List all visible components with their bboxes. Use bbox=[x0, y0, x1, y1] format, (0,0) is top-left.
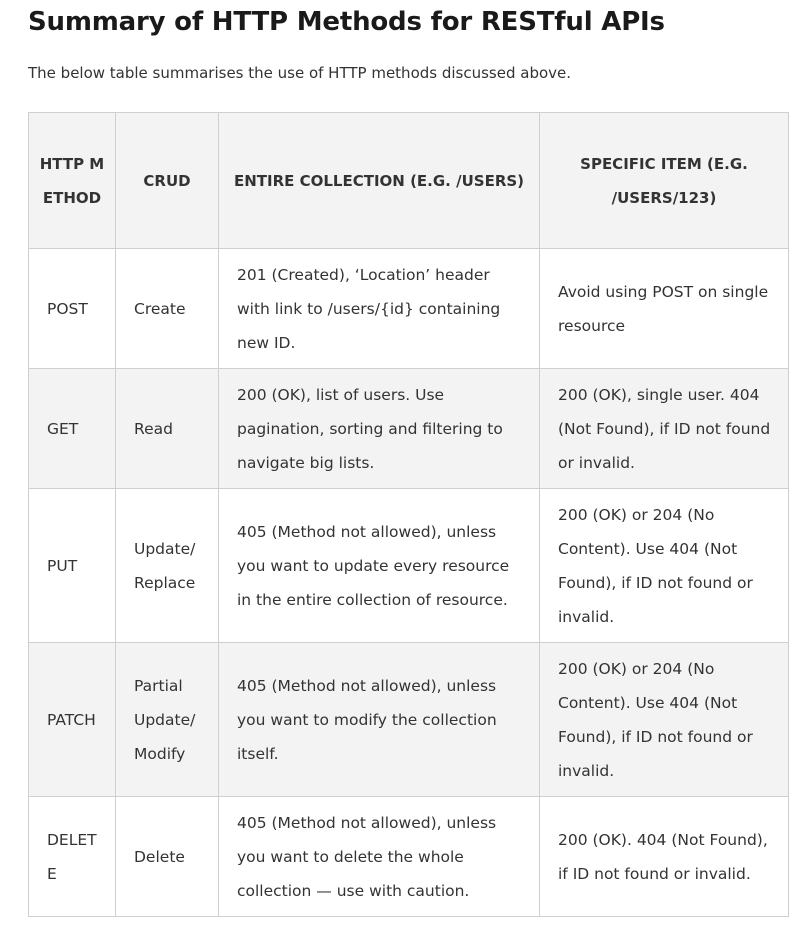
cell-method: GET bbox=[29, 369, 116, 489]
intro-text: The below table summarises the use of HTTP methods discussed above. bbox=[28, 64, 572, 82]
cell-item: 200 (OK), single user. 404 (Not Found), if ID not found or invalid. bbox=[540, 369, 789, 489]
cell-method: DELETE bbox=[29, 797, 116, 917]
header-entire-collection: ENTIRE COLLECTION (E.G. /USERS) bbox=[219, 113, 540, 249]
table-row-delete bbox=[29, 797, 789, 917]
table-row-patch bbox=[29, 643, 789, 797]
header-crud: CRUD bbox=[116, 113, 219, 249]
header-specific-item: SPECIFIC ITEM (E.G. /USERS/123) bbox=[540, 113, 789, 249]
table-row-post bbox=[29, 249, 789, 369]
cell-collection: 201 (Created), ‘Location’ header with link to /users/{id} containing new ID. bbox=[219, 249, 540, 369]
cell-collection: 405 (Method not allowed), unless you want to delete the whole collection — use with caution. bbox=[219, 797, 540, 917]
header-http-method: HTTP METHOD bbox=[29, 113, 116, 249]
table-header-row bbox=[29, 113, 789, 249]
http-methods-table bbox=[28, 112, 789, 917]
cell-item: 200 (OK) or 204 (No Content). Use 404 (Not Found), if ID not found or invalid. bbox=[540, 643, 789, 797]
cell-crud: Partial Update/ Modify bbox=[116, 643, 219, 797]
cell-crud: Read bbox=[116, 369, 219, 489]
cell-crud: Update/ Replace bbox=[116, 489, 219, 643]
cell-collection: 405 (Method not allowed), unless you want to update every resource in the entire collection of resource. bbox=[219, 489, 540, 643]
cell-method: POST bbox=[29, 249, 116, 369]
cell-collection: 405 (Method not allowed), unless you want to modify the collection itself. bbox=[219, 643, 540, 797]
cell-method: PATCH bbox=[29, 643, 116, 797]
cell-method: PUT bbox=[29, 489, 116, 643]
table-row-put bbox=[29, 489, 789, 643]
cell-collection: 200 (OK), list of users. Use pagination, sorting and filtering to navigate big lists. bbox=[219, 369, 540, 489]
cell-item: 200 (OK) or 204 (No Content). Use 404 (Not Found), if ID not found or invalid. bbox=[540, 489, 789, 643]
page-title: Summary of HTTP Methods for RESTful APIs bbox=[28, 7, 665, 37]
cell-item: 200 (OK). 404 (Not Found), if ID not found or invalid. bbox=[540, 797, 789, 917]
cell-crud: Delete bbox=[116, 797, 219, 917]
cell-item: Avoid using POST on single resource bbox=[540, 249, 789, 369]
table-row-get bbox=[29, 369, 789, 489]
cell-crud: Create bbox=[116, 249, 219, 369]
